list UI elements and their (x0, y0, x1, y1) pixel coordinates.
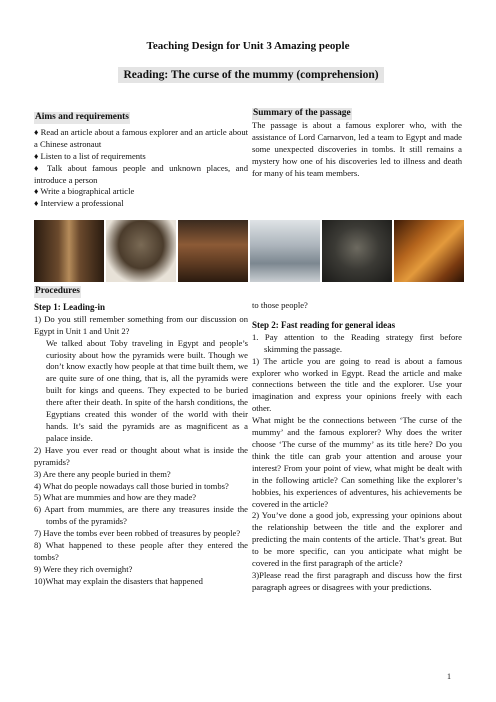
aims-item: ♦ Write a biographical article (34, 186, 135, 197)
step2-paragraph: 1) The article you are going to read is about a famous explorer who worked in Egypt. Read the article and make connections between the title and the explorer. Use your imagination and express your opinions freely with each other. (252, 355, 462, 414)
question-continued: to those people? (252, 300, 308, 310)
mummy-photo-2 (106, 220, 176, 282)
summary-section (252, 107, 462, 179)
question: 8) What happened to these people after they entered the tombs? (34, 540, 248, 562)
procedures-left-column (34, 285, 248, 588)
procedures-right-column (252, 300, 462, 594)
question: 4) What do people nowadays call those buried in tombs? (34, 480, 229, 491)
aims-heading: Aims and requirements (35, 112, 129, 122)
aims-item: ♦ Read an article about a famous explorer and an article about a Chinese astronaut (34, 126, 248, 149)
procedures-heading: Procedures (35, 286, 80, 296)
question: 5) What are mummies and how are they made? (34, 492, 197, 503)
step1-title: Step 1: Leading-in (34, 301, 106, 312)
mummy-photo-6 (394, 220, 464, 282)
aims-item: ♦ Talk about famous people and unknown places, and introduce a person (34, 162, 248, 185)
aims-item: ♦ Interview a professional (34, 198, 124, 209)
step2-item: 1. Pay attention to the Reading strategy first before skimming the passage. (252, 331, 462, 354)
mummy-image-strip (34, 220, 464, 282)
question: 9) Were they rich overnight? (34, 563, 133, 574)
mummy-photo-1 (34, 220, 104, 282)
document-title: Teaching Design for Unit 3 Amazing people (146, 40, 350, 52)
step2-paragraph: 2) You’ve done a good job, expressing your opinions about the relationship between the title and the explorer and predicting the main contents of the article. That’s great. But to be more specific, can you anticipate what might be covered in the first paragraph of the article? (252, 510, 462, 569)
step2-title: Step 2: Fast reading for general ideas (252, 319, 396, 330)
question: 1) Do you still remember something from our discussion on Egypt in Unit 1 and Unit 2? (34, 313, 248, 336)
question: 3) Are there any people buried in them? (34, 468, 171, 479)
question: 2) Have you ever read or thought about what is inside the pyramids? (34, 444, 248, 467)
page-number: 1 (447, 672, 451, 681)
mummy-photo-4 (250, 220, 320, 282)
question-detail: We talked about Toby traveling in Egypt and people’s curiosity about how the pyramids were built. Though we don’t know exactly how people at that time built them, we are quite sure of one thing, that is, all the pyramids were built for kings and queens. They expected to be buried there after their death. In spite of the harsh conditions, the Egyptians created this wonder of the world with their hands. It’s said the pyramids are as magnificent as a palace inside. (46, 337, 248, 443)
mummy-photo-5 (322, 220, 392, 282)
mummy-photo-3 (178, 220, 248, 282)
document-subtitle: Reading: The curse of the mummy (comprehension) (118, 67, 384, 83)
question: 10)What may explain the disasters that happened (34, 575, 203, 586)
question: 7) Have the tombs ever been robbed of treasures by people? (34, 528, 241, 539)
summary-text: The passage is about a famous explorer who, with the assistance of Lord Carnarvon, led a team to Egypt and made some unexpected discoveries in tombs. It still remains a mystery how one of his discoveries led to illness and death for many of his team members. (252, 119, 462, 178)
aims-item: ♦ Listen to a list of requirements (34, 150, 146, 161)
question: 6) Apart from mummies, are there any treasures inside the tombs of the pyramids? (34, 504, 248, 527)
step2-paragraph: What might be the connections between ‘The curse of the mummy’ and the famous explorer? Why does the writer choose ‘The curse of the mummy’ as its title here? Do you think the title can grab your attention and arouse your interest? From your point of view, what might be dealt with in the following article? Can something like the explorer’s hobbies, his experiences of adventures, his achievements be covered in the article? (252, 415, 462, 509)
step2-paragraph: 3)Please read the first paragraph and discuss how the first paragraph agrees or disagrees with your predictions. (252, 569, 462, 592)
summary-heading: Summary of the passage (253, 108, 351, 118)
aims-section (34, 111, 248, 210)
